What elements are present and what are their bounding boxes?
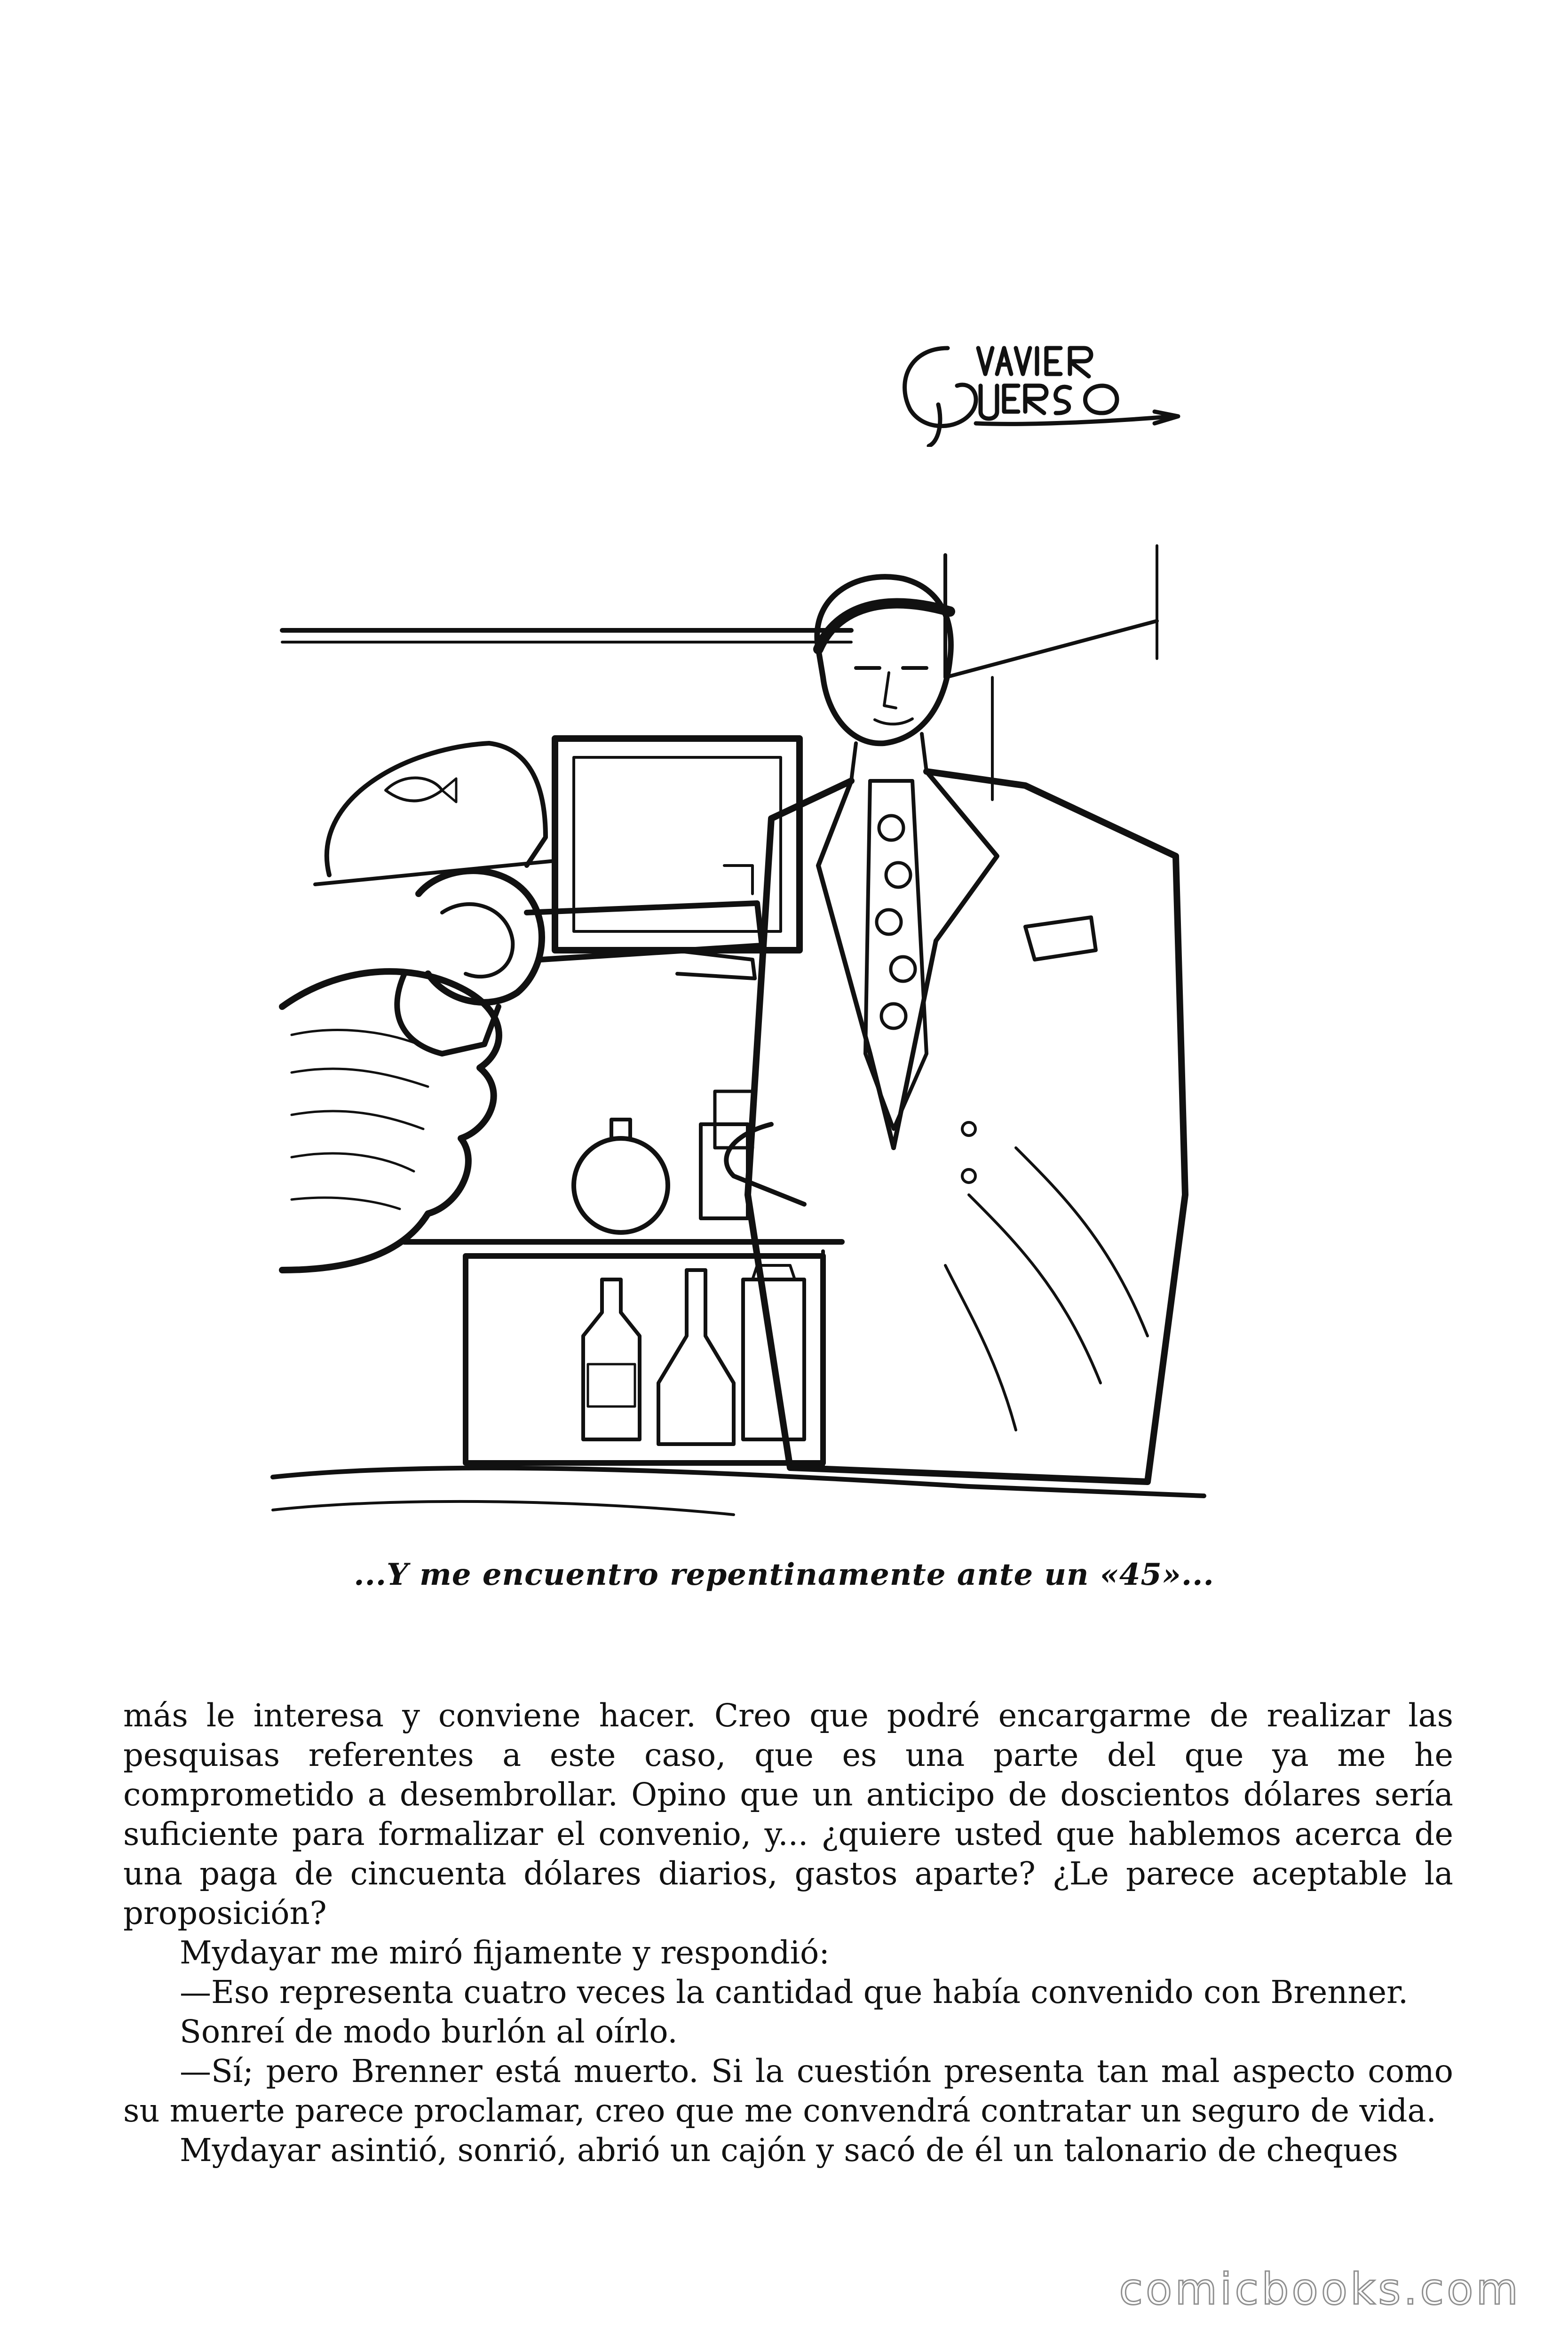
paragraph: Sonreí de modo burlón al oírlo. [180,2013,678,2050]
paragraph: Mydayar me miró fijamente y respondió: [180,1934,830,1971]
paragraph: —Sí; pero Brenner está muerto. Si la cuestión presenta tan mal aspecto como su muerte parece proclamar, creo que me convendrá contratar un seguro de vida. [123,2053,1453,2129]
illustration-caption: ...Y me encuentro repentinamente ante un «45»... [354,1557,1214,1592]
artist-signature [891,329,1188,447]
paragraph: Mydayar asintió, sonrió, abrió un cajón y sacó de él un talonario de cheques [180,2132,1398,2169]
illustration [263,536,1227,1524]
body-text [123,1696,1453,2170]
watermark: comicbooks.com [1119,2264,1521,2314]
paragraph: —Eso representa cuatro veces la cantidad que había convenido con Brenner. [180,1974,1409,2010]
paragraph: más le interesa y conviene hacer. Creo que podré encargarme de realizar las pesquisas referentes a este caso, que es una parte del que ya me he comprometido a desembrollar. Opino que un anticipo de doscientos dólares sería suficiente para formalizar el convenio, y... ¿quiere usted que hablemos acerca de una paga de cincuenta dólares diarios, gastos aparte? ¿Le parece aceptable la proposición? [123,1697,1453,1931]
